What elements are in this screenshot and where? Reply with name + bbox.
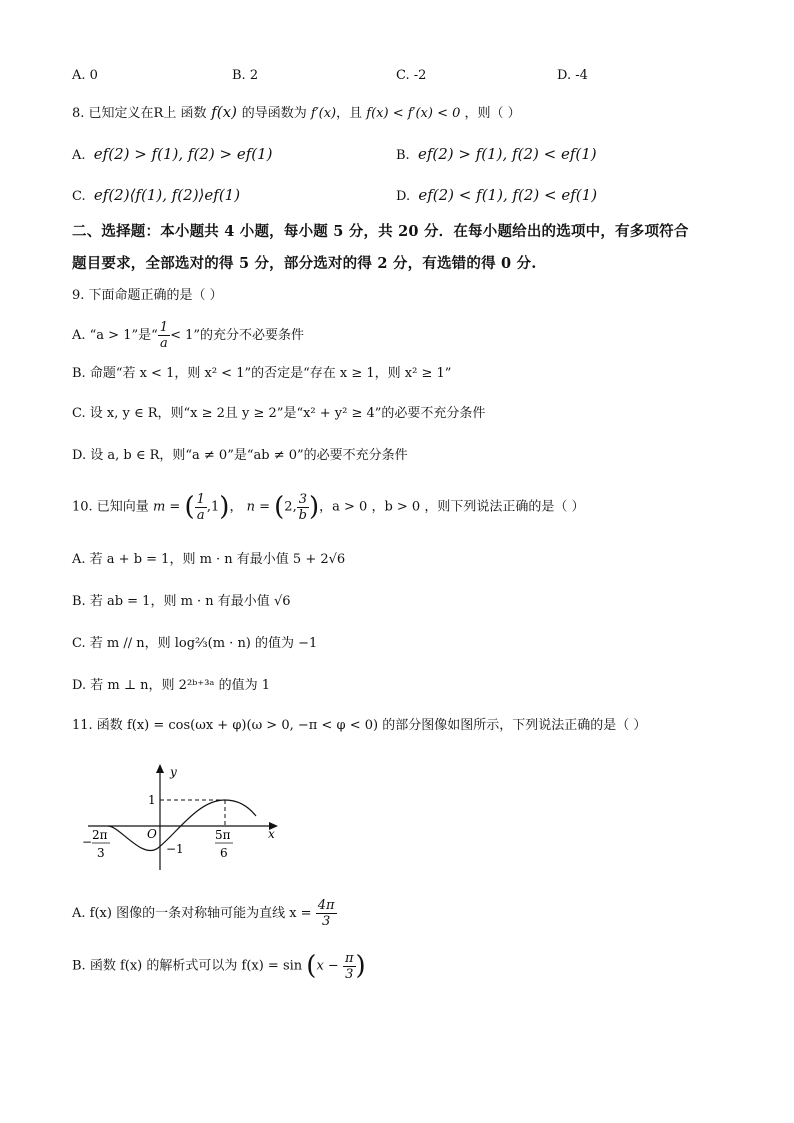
x-tick-left-sign: − <box>82 835 93 849</box>
q9-option-b: B. 命题“若 x < 1，则 x² < 1”的否定是“存在 x ≥ 1，则 x² ≥ 1” <box>72 366 452 381</box>
q9-option-a: A. “a > 1”是“ $\frac{1}{a}$ < 1”的充分不必要条件 <box>72 320 305 351</box>
q11-stem: 11. 函数 f(x) = cos(ωx + φ)(ω > 0, −π < φ < 0) 的部分图像如图所示，下列说法正确的是（ ） <box>72 718 647 733</box>
q11-option-b: B. 函数 f(x) 的解析式可以为 f(x) = sin (x − $\frac{\pi}{3}$ ) <box>72 950 366 982</box>
q8-option-a-math: ef(2) > f(1), f(2) > ef(1) <box>93 145 273 163</box>
q9-option-c: C. 设 x, y ∈ R，则“x ≥ 2且 y ≥ 2”是“x² + y² ≥ 4”的必要不充分条件 <box>72 406 486 421</box>
q11-option-b-fraction: $\frac{\pi}{3}$ <box>344 950 354 982</box>
q8-option-d-math: ef(2) < f(1), f(2) < ef(1) <box>418 186 598 204</box>
section-heading-line2: 题目要求，全部选对的得 5 分，部分选对的得 2 分，有选错的得 0 分. <box>72 255 537 272</box>
y-axis-arrow <box>156 764 164 773</box>
x-tick-left-num: 2π <box>92 828 108 842</box>
x-tick-left-den: 3 <box>97 846 105 860</box>
q8-option-c: C. ef(2)⟨f(1), f(2)⟩ef(1) <box>72 186 241 204</box>
q10-stem: 10. 已知向量 m = ( $\frac{1}{a}$ ,1)， n = (2, $\frac{3}{b}$ )，a > 0 ，b > 0 ，则下列说法正确的是（ ） <box>72 491 585 523</box>
y-axis-label: y <box>170 765 177 779</box>
q11-option-a-fraction: $\frac{4\pi}{3}$ <box>317 898 335 929</box>
q7-option-d: D. -4 <box>557 68 588 83</box>
q8-option-c-math: ef(2)⟨f(1), f(2)⟩ef(1) <box>93 186 241 204</box>
q8-stem-start: 8. 已知定义在R上 函数 <box>72 106 207 121</box>
x-axis-label: x <box>268 827 275 841</box>
q10-option-d: D. 若 m ⊥ n，则 2²ᵇ⁺³ᵃ 的值为 1 <box>72 678 270 693</box>
q11-graph <box>80 758 290 874</box>
q10-option-a: A. 若 a + b = 1，则 m · n 有最小值 5 + 2√6 <box>72 552 346 567</box>
q8-stem: 8. 已知定义在R上 函数 f(x) 的导函数为 f′(x)，且 f(x) < f′(x) < 0 ，则（ ） <box>72 103 521 121</box>
q8-option-b-math: ef(2) > f(1), f(2) < ef(1) <box>417 145 597 163</box>
y-tick-1: 1 <box>148 793 156 807</box>
q7-option-a: A. 0 <box>72 68 98 83</box>
q8-stem-end: ，则（ ） <box>464 106 521 121</box>
section-heading-line1: 二、选择题：本小题共 4 小题，每小题 5 分，共 20 分．在每小题给出的选项中，有多项符合 <box>72 223 689 240</box>
q9-fraction: $\frac{1}{a}$ <box>159 320 169 351</box>
y-tick-neg1: −1 <box>166 842 184 856</box>
q10-option-b: B. 若 ab = 1，则 m · n 有最小值 √6 <box>72 594 291 609</box>
q8-option-b: B. ef(2) > f(1), f(2) < ef(1) <box>396 145 597 163</box>
q7-option-b: B. 2 <box>232 68 259 83</box>
q8-stem-mid2: ，且 <box>336 106 363 121</box>
q9-option-d: D. 设 a, b ∈ R，则“a ≠ 0”是“ab ≠ 0”的必要不充分条件 <box>72 448 408 463</box>
x-tick-right-num: 5π <box>215 828 231 842</box>
origin-label: O <box>147 827 157 841</box>
q11-option-a: A. f(x) 图像的一条对称轴可能为直线 x = $\frac{4\pi}{3}$ <box>72 898 335 929</box>
x-tick-right-den: 6 <box>220 846 228 860</box>
q9-stem: 9. 下面命题正确的是（ ） <box>72 288 223 303</box>
q7-option-c: C. -2 <box>396 68 427 83</box>
q10-option-c: C. 若 m // n，则 log⅔(m · n) 的值为 −1 <box>72 636 318 651</box>
q8-option-a: A. ef(2) > f(1), f(2) > ef(1) <box>72 145 273 163</box>
q8-option-d: D. ef(2) < f(1), f(2) < ef(1) <box>396 186 598 204</box>
q8-stem-mid1: 的导函数为 <box>241 106 307 121</box>
